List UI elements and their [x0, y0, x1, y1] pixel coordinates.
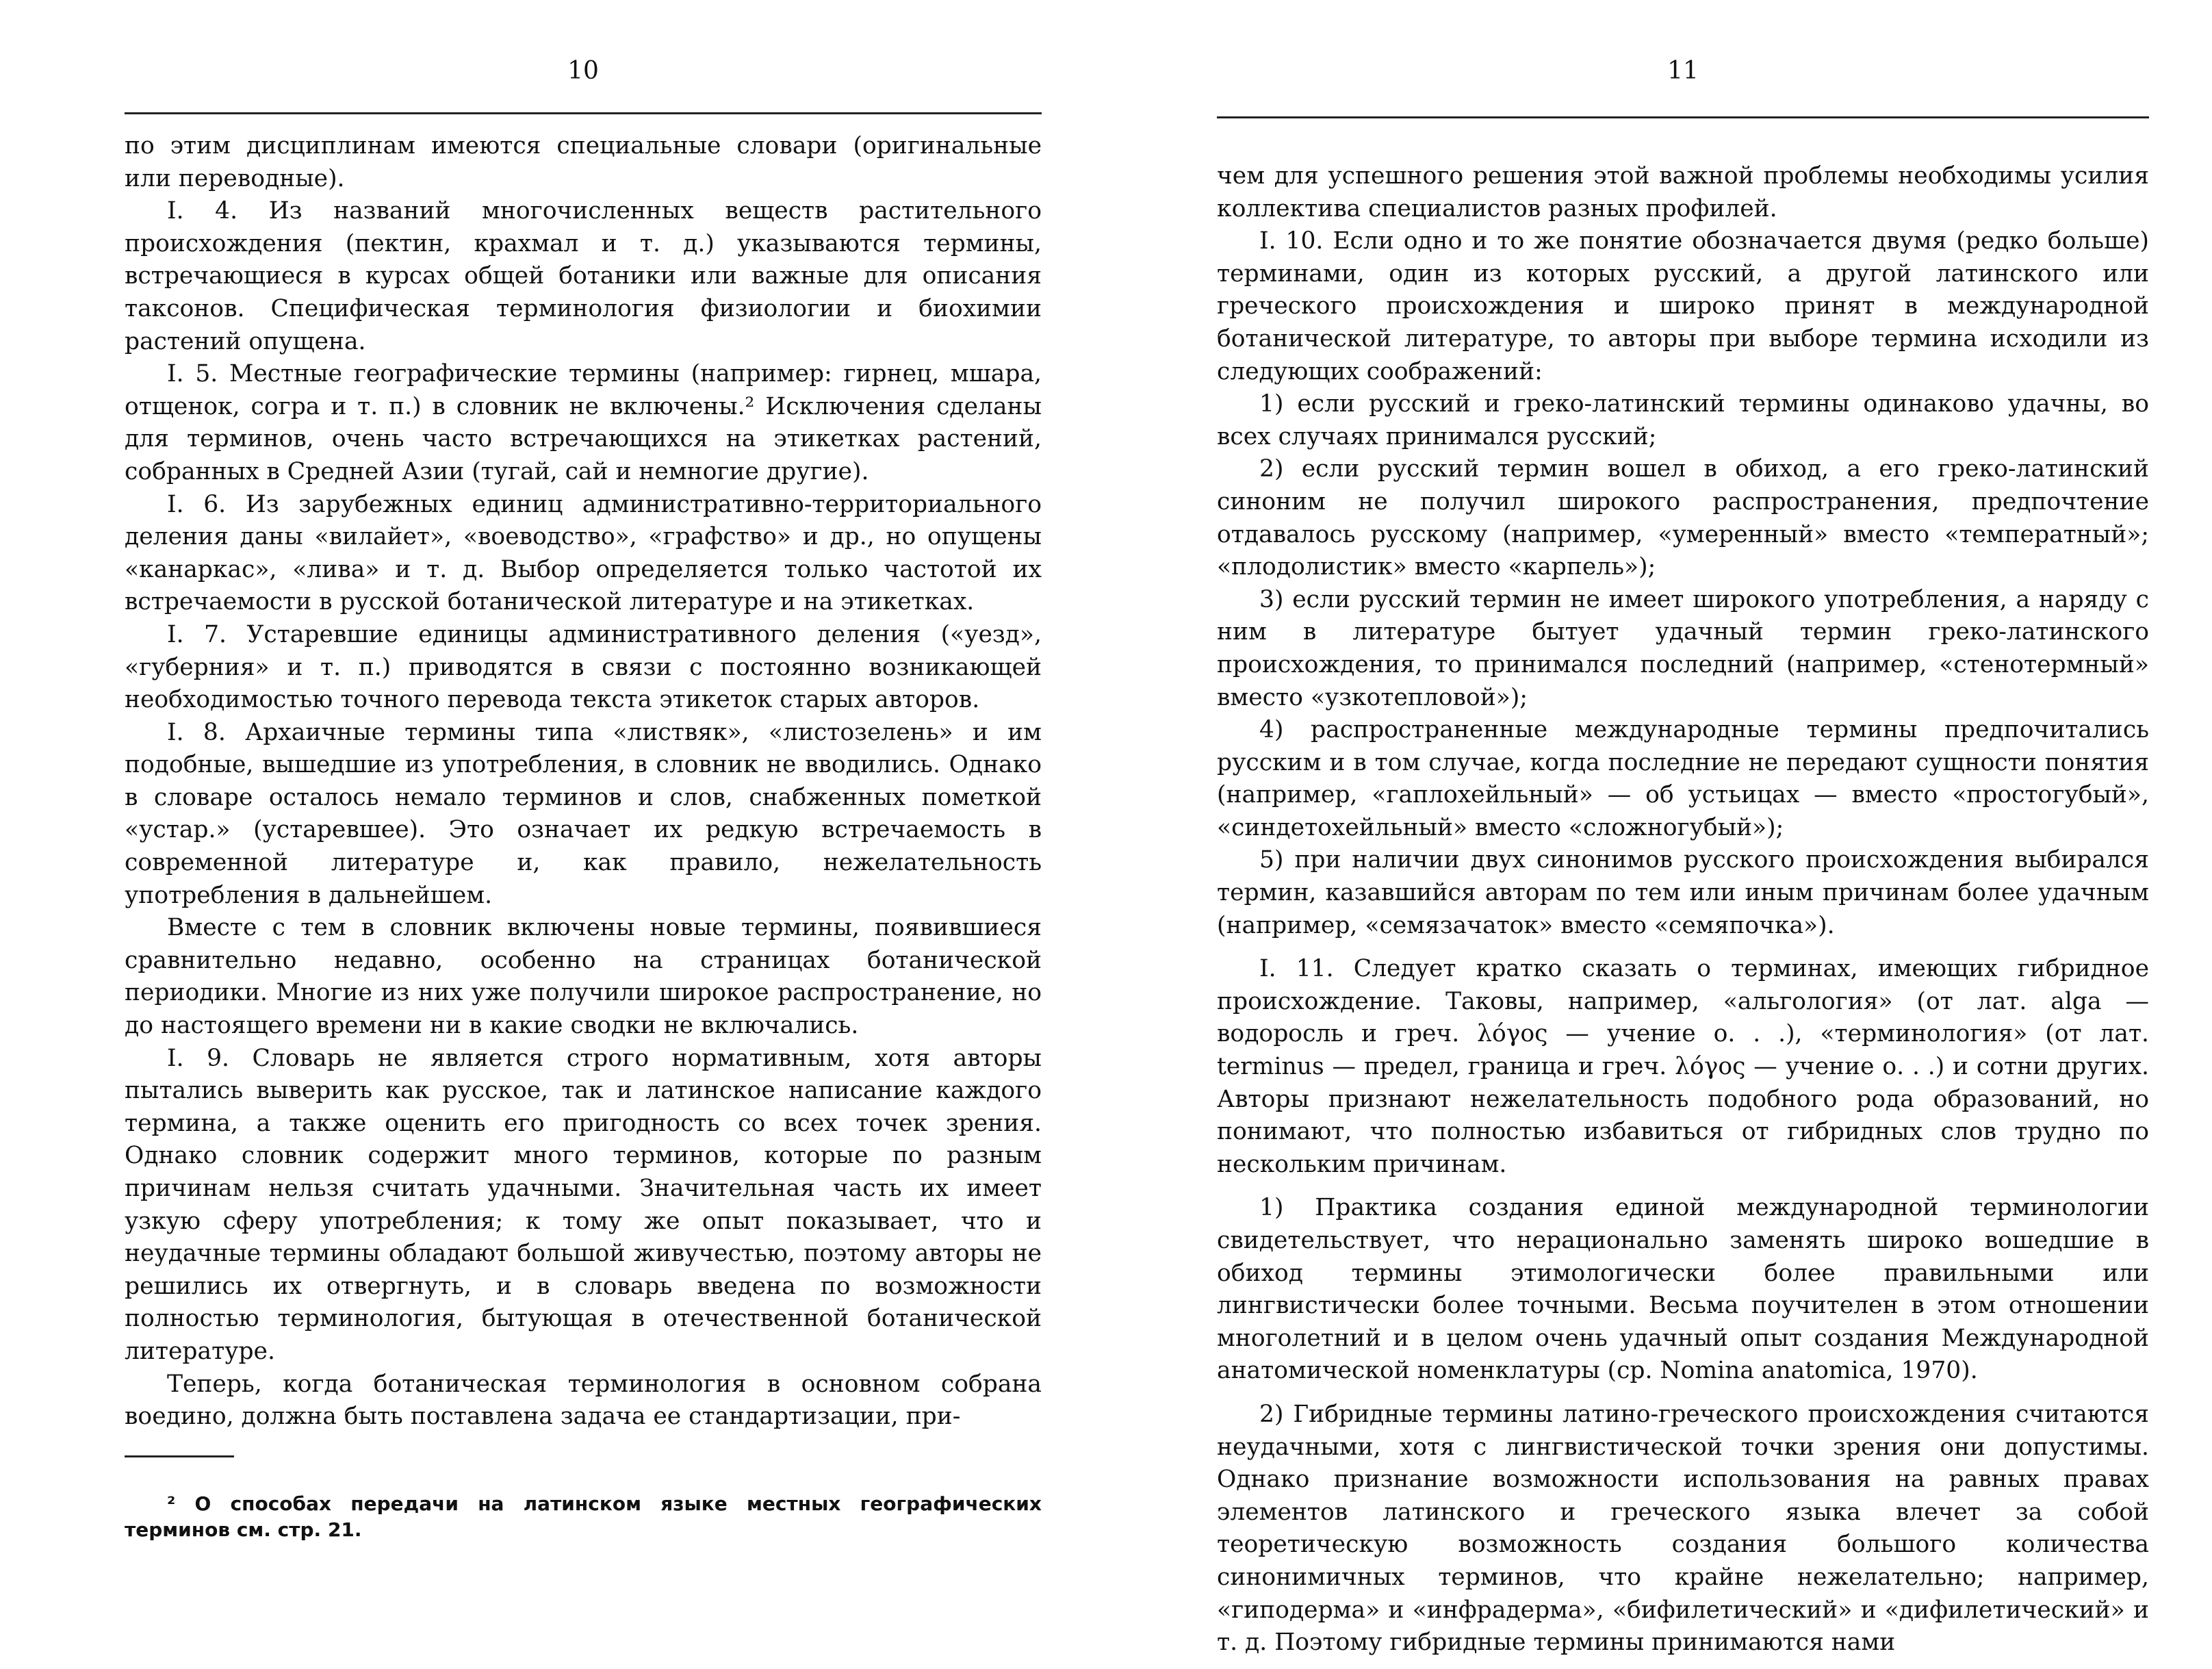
paragraph: 2) если русский термин вошел в обиход, а его греко-латинский синоним не получил широкого распространения, предпочтение отдавалось русскому (например, «умеренный» вместо «температный»; «плодолистик» вместо «карпель»);: [1217, 455, 2149, 581]
paragraph: Вместе с тем в словник включены новые термины, появившиеся сравнительно недавно, особенно на страницах ботанической периодики. Многие из них уже получили широкое распространение, но до настоящего времени ни в какие сводки не включались.: [125, 914, 1042, 1040]
footnote: ² О способах передачи на латинском языке местных географических терминов см. стр. 21.: [125, 1492, 1042, 1541]
paragraph: по этим дисциплинам имеются специальные словари (оригинальные или переводные).: [125, 132, 1042, 192]
paragraph: I. 5. Местные географические термины (например: гирнец, мшара, отщенок, согра и т. п.) в словник не включены.² Исключения сделаны для терминов, очень часто встречающихся на этикетках растений, собранных в Средней Азии (тугай, сай и немногие другие).: [125, 360, 1042, 485]
paragraph: 5) при наличии двух синонимов русского происхождения выбирался термин, казавшийся авторам по тем или иным причинам более удачным (например, «семязачаток» вместо «семяпочка»).: [1217, 846, 2149, 939]
header-rule: [1217, 116, 2149, 118]
page-number: 10: [567, 57, 599, 85]
paragraph: 1) если русский и греко-латинский термины одинаково удачны, во всех случаях принимался русский;: [1217, 390, 2149, 450]
paragraph: I. 4. Из названий многочисленных веществ растительного происхождения (пектин, крахмал и т. д.) указываются термины, встречающиеся в курсах общей ботаники или важные для описания таксонов. Специфическая терминология физиологии и биохимии растений опущена.: [125, 197, 1042, 355]
paragraph: I. 7. Устаревшие единицы административного деления («уезд», «губерния» и т. п.) приводятся в связи с постоянно возникающей необходимостью точного перевода текста этикеток старых авторов.: [125, 620, 1042, 714]
footnote-rule: [125, 1455, 234, 1457]
paragraph: I. 8. Архаичные термины типа «листвяк», «листозелень» и им подобные, вышедшие из употребления, в словник не вводились. Однако в словаре осталось немало терминов и слов, снабженных пометкой «устар.» (устаревшее). Это означает их редкую встречаемость в современной литературе и, как правило, нежелательность употребления в дальнейшем.: [125, 718, 1042, 909]
paragraph: 2) Гибридные термины латино-греческого происхождения считаются неудачными, хотя с лингвистической точки зрения они допустимы. Однако признание возможности использования на равных правах элементов латинского и греческого языка влечет за собой теоретическую возможность создания большого количества синонимичных терминов, что крайне нежелательно; например, «гиподерма» и «инфрадерма», «бифилетический» и «дифилетический» и т. д. Поэтому гибридные термины принимаются нами: [1217, 1400, 2149, 1657]
left-page-text: [125, 130, 1042, 1434]
paragraph: I. 10. Если одно и то же понятие обозначается двумя (редко больше) терминами, один из которых русский, а другой латинского или греческого происхождения и широко принят в международной ботанической литературе, то авторы при выборе термина исходили из следующих соображений:: [1217, 227, 2149, 385]
paragraph: I. 9. Словарь не является строго нормативным, хотя авторы пытались выверить как русское, так и латинское написание каждого термина, а также оценить его пригодность со всех точек зрения. Однако словник содержит много терминов, которые по разным причинам нельзя считать удачными. Значительная часть их имеет узкую сферу употребления; к тому же опыт показывает, что и неудачные термины обладают большой живучестью, поэтому авторы не решились их отвергнуть, и в словарь введена по возможности полностью терминология, бытующая в отечественной ботанической литературе.: [125, 1044, 1042, 1365]
paragraph: 3) если русский термин не имеет широкого употребления, а наряду с ним в литературе бытует удачный термин греко-латинского происхождения, то принимался последний (например, «стенотермный» вместо «узкотепловой»);: [1217, 585, 2149, 711]
page-number: 11: [1667, 57, 1699, 85]
paragraph: чем для успешного решения этой важной проблемы необходимы усилия коллектива специалистов разных профилей.: [1217, 162, 2149, 222]
paragraph: I. 6. Из зарубежных единиц административно-территориального деления даны «вилайет», «воеводство», «графство» и др., но опущены «канаркас», «лива» и т. д. Выбор определяется только частотой их встречаемости в русской ботанической литературе и на этикетках.: [125, 490, 1042, 616]
paragraph: Теперь, когда ботаническая терминология в основном собрана воедино, должна быть поставлена задача ее стандартизации, при-: [125, 1370, 1042, 1431]
header-rule: [125, 112, 1042, 114]
paragraph: 1) Практика создания единой международной терминологии свидетельствует, что нерационально заменять широко вошедшие в обиход термины этимологически более правильными или лингвистически более точными. Весьма поучителен в этом отношении многолетний и в целом очень удачный опыт создания Международной анатомической номенклатуры (ср. Nomina anatomica, 1970).: [1217, 1194, 2149, 1385]
right-page-text: [1217, 160, 2149, 1659]
paragraph: 4) распространенные международные термины предпочитались русским и в том случае, когда последние не передают сущности понятия (например, «гаплохейльный» — об устьицах — вместо «простогубый», «синдетохейльный» вместо «сложногубый»);: [1217, 716, 2149, 841]
paragraph: I. 11. Следует кратко сказать о терминах, имеющих гибридное происхождение. Таковы, например, «альгология» (от лат. alga — водоросль и греч. λόγος — учение о. . .), «терминология» (от лат. terminus — предел, граница и греч. λόγος — учение о. . .) и сотни других. Авторы признают нежелательность подобного рода образований, но понимают, что полностью избавиться от гибридных слов трудно по нескольким причинам.: [1217, 955, 2149, 1178]
